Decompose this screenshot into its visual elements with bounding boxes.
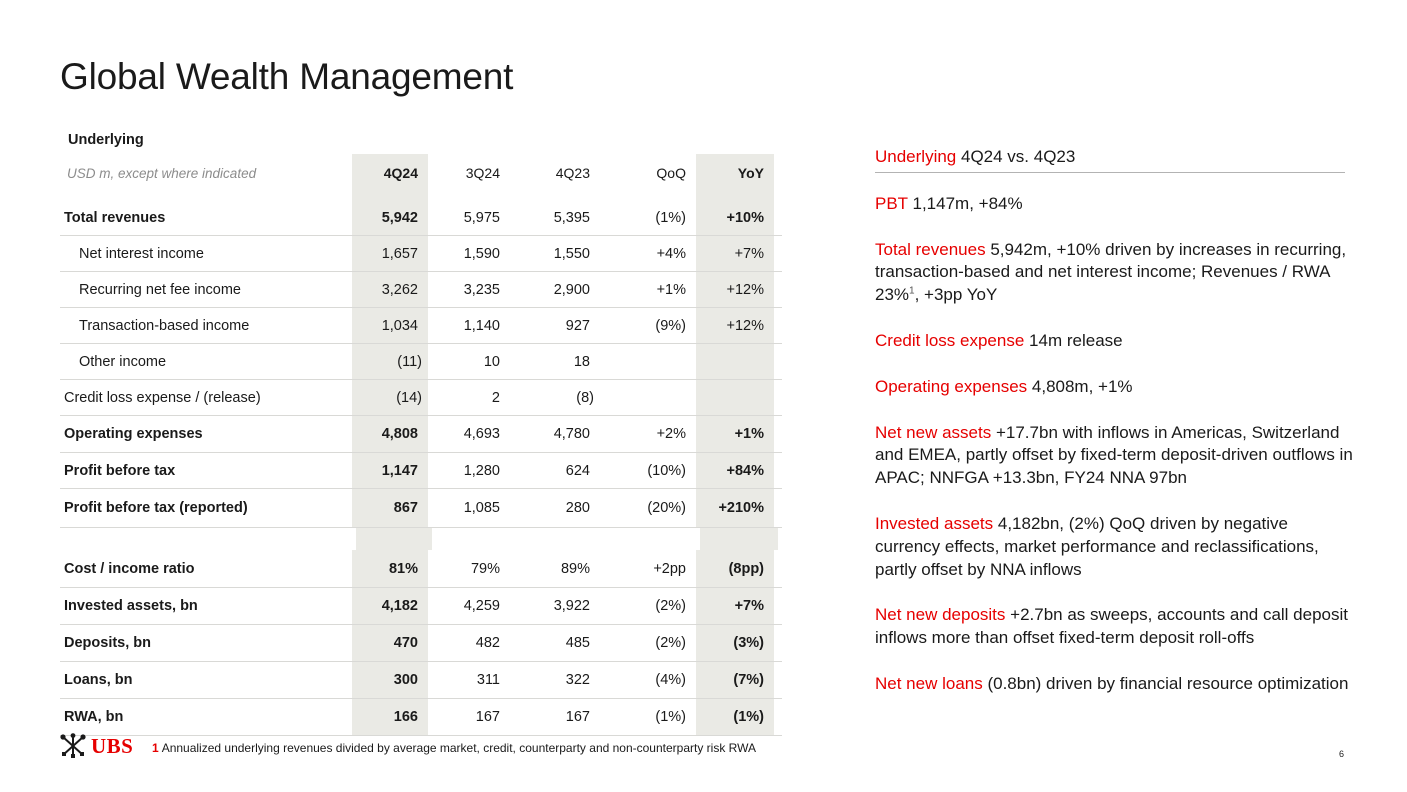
cell-qoq: +2%: [656, 426, 686, 442]
cell-4q24: 3,262: [352, 272, 428, 307]
table-row-total-revenues: [60, 200, 782, 236]
header-gap: [60, 192, 782, 200]
cell-qoq: (2%): [655, 635, 686, 651]
cell-yoy: (7%): [696, 662, 774, 698]
row-label: Loans, bn: [64, 672, 133, 688]
cell-3q24: 3,235: [463, 281, 500, 298]
highlight-text: 4,808m, +1%: [1031, 376, 1133, 396]
highlight-total-revenues: [875, 239, 1353, 307]
highlight-credit-loss: [875, 330, 1353, 353]
col-header-4q24: 4Q24: [352, 154, 428, 192]
highlight-text: +2.7bn as sweeps, accounts and call deposit inflows more than offset fixed-term deposit roll-offs: [875, 605, 1348, 648]
cell-3q24: 79%: [470, 560, 500, 577]
highlight-operating-expenses: [875, 376, 1353, 399]
cell-4q23: 5,395: [553, 209, 590, 226]
cell-3q24: 482: [475, 635, 500, 651]
table-section-label: Underlying: [68, 132, 144, 148]
highlight-invested-assets: [875, 513, 1353, 581]
cell-4q23: 167: [565, 709, 590, 725]
cell-3q24: 5,975: [463, 209, 500, 226]
cell-4q24: (11): [352, 344, 428, 379]
highlight-label: PBT: [875, 193, 908, 213]
footnote-number: 1: [152, 741, 159, 755]
cell-4q24: 4,808: [352, 416, 428, 452]
table-row-other-income: [60, 344, 782, 380]
table-spacer: [60, 528, 782, 550]
highlight-net-new-assets: [875, 422, 1353, 490]
table-row-recurring-net-fee-income: [60, 272, 782, 308]
col-header-3q24: 3Q24: [465, 165, 500, 181]
cell-4q23: (8): [576, 389, 594, 406]
cell-4q23: 89%: [560, 560, 590, 577]
highlight-text: 4,182bn, (2%) QoQ driven by negative currency effects, market performance and reclassifications, partly offset by NNA inflows: [875, 513, 1319, 579]
cell-4q23: 2,900: [553, 281, 590, 298]
cell-4q24: 166: [352, 699, 428, 735]
cell-3q24: 1,140: [463, 317, 500, 334]
cell-yoy: (1%): [696, 699, 774, 735]
cell-qoq: (20%): [647, 500, 686, 516]
page-title: Global Wealth Management: [60, 56, 514, 97]
cell-4q23: 485: [565, 635, 590, 651]
highlight-label: Net new loans: [875, 673, 983, 693]
row-label: Cost / income ratio: [64, 560, 195, 577]
cell-yoy: (3%): [696, 625, 774, 661]
table-row-profit-before-tax: [60, 453, 782, 489]
table-row-deposits: [60, 625, 782, 662]
cell-4q24: 1,147: [352, 453, 428, 488]
unit-label: USD m, except where indicated: [67, 165, 257, 181]
cell-qoq: (4%): [655, 672, 686, 688]
cell-3q24: 167: [475, 709, 500, 725]
highlight-text: 1,147m, +84%: [912, 193, 1023, 213]
cell-4q23: 18: [573, 353, 590, 370]
col-header-4q23: 4Q23: [555, 165, 590, 181]
highlight-text: (0.8bn) driven by financial resource optimization: [987, 673, 1349, 693]
table-row-cost-income-ratio: [60, 550, 782, 588]
cell-yoy: +12%: [696, 308, 774, 343]
table-row-loans: [60, 662, 782, 699]
cell-yoy: +10%: [696, 200, 774, 235]
highlight-label: Net new deposits: [875, 605, 1006, 625]
cell-4q23: 927: [565, 317, 590, 334]
cell-qoq: (10%): [647, 462, 686, 479]
highlight-label: Total revenues: [875, 239, 986, 259]
table-row-operating-expenses: [60, 416, 782, 453]
cell-yoy: +12%: [696, 272, 774, 307]
row-label: Invested assets, bn: [64, 598, 198, 614]
footnote-ref: 1: [909, 285, 915, 297]
highlight-label: Credit loss expense: [875, 330, 1025, 350]
cell-3q24: 1,590: [463, 245, 500, 262]
cell-qoq: +2pp: [653, 560, 686, 577]
cell-4q24: 867: [352, 489, 428, 527]
cell-3q24: 1,280: [463, 462, 500, 479]
footnote-text: Annualized underlying revenues divided by average market, credit, counterparty and non-counterparty risk RWA: [161, 741, 757, 755]
highlight-net-new-loans: [875, 673, 1353, 696]
cell-3q24: 311: [476, 672, 500, 688]
table-row-net-interest-income: [60, 236, 782, 272]
col-header-qoq: QoQ: [656, 165, 686, 181]
cell-3q24: 4,259: [463, 598, 500, 614]
cell-4q23: 1,550: [553, 245, 590, 262]
cell-3q24: 1,085: [463, 500, 500, 516]
table-row-profit-before-tax-reported: [60, 489, 782, 528]
cell-qoq: +4%: [656, 245, 686, 262]
cell-yoy: (8pp): [696, 550, 774, 587]
cell-4q24: 4,182: [352, 588, 428, 624]
cell-qoq: (9%): [655, 317, 686, 334]
cell-4q23: 3,922: [553, 598, 590, 614]
cell-3q24: 4,693: [463, 426, 500, 442]
cell-qoq: +1%: [656, 281, 686, 298]
cell-4q23: 280: [565, 500, 590, 516]
cell-qoq: [600, 380, 696, 415]
col-header-yoy: YoY: [696, 154, 774, 192]
ubs-logo: [59, 733, 133, 759]
row-label: Other income: [79, 353, 167, 370]
highlights-header: [875, 146, 1345, 173]
highlight-text: +17.7bn with inflows in Americas, Switzerland and EMEA, partly offset by fixed-term deposit-driven outflows in APAC; NNFGA +13.3bn, FY24 NNA 97bn: [875, 422, 1353, 488]
cell-4q23: 322: [565, 672, 590, 688]
cell-3q24: 2: [491, 389, 500, 406]
cell-qoq: (1%): [655, 709, 686, 725]
cell-4q24: 81%: [352, 550, 428, 587]
cell-yoy: +210%: [696, 489, 774, 527]
table-row-transaction-based-income: [60, 308, 782, 344]
highlight-pbt: [875, 193, 1353, 216]
cell-yoy: +7%: [696, 236, 774, 271]
table-row-credit-loss: [60, 380, 782, 416]
highlights-header-label: Underlying: [875, 147, 957, 166]
row-label: RWA, bn: [64, 709, 124, 725]
ubs-keys-icon: [59, 733, 87, 759]
highlights-panel: [875, 146, 1353, 719]
cell-qoq: (2%): [655, 598, 686, 614]
cell-4q24: 300: [352, 662, 428, 698]
highlight-text: 5,942m, +10% driven by increases in recurring, transaction-based and net interest income; Revenues / RWA 23%: [875, 239, 1347, 305]
row-label: Credit loss expense / (release): [64, 389, 261, 406]
cell-yoy: +84%: [696, 453, 774, 488]
highlights-header-text: 4Q24 vs. 4Q23: [961, 147, 1076, 166]
table-row-rwa: [60, 699, 782, 736]
cell-qoq: (1%): [655, 209, 686, 226]
cell-4q23: 624: [565, 462, 590, 479]
cell-yoy: +7%: [696, 588, 774, 624]
cell-4q24: (14): [352, 380, 428, 415]
cell-4q24: 1,657: [352, 236, 428, 271]
page-number: 6: [1339, 749, 1345, 759]
financial-table: [60, 126, 782, 736]
table-header-row: [60, 154, 782, 192]
row-label: Recurring net fee income: [79, 281, 241, 298]
highlight-text-after: , +3pp YoY: [914, 285, 998, 305]
cell-4q24: 470: [352, 625, 428, 661]
row-label: Operating expenses: [64, 426, 203, 442]
cell-qoq: [600, 344, 696, 379]
highlight-label: Operating expenses: [875, 376, 1028, 396]
row-label: Total revenues: [64, 209, 166, 226]
cell-yoy: +1%: [696, 416, 774, 452]
row-label: Profit before tax: [64, 462, 176, 479]
highlight-label: Invested assets: [875, 513, 994, 533]
cell-4q23: 4,780: [553, 426, 590, 442]
row-label: Profit before tax (reported): [64, 500, 248, 516]
cell-yoy: [696, 380, 774, 415]
row-label: Net interest income: [79, 245, 204, 262]
row-label: Transaction-based income: [79, 317, 250, 334]
cell-yoy: [696, 344, 774, 379]
highlight-label: Net new assets: [875, 422, 992, 442]
logo-wordmark: UBS: [91, 733, 134, 758]
highlight-net-new-deposits: [875, 604, 1353, 650]
cell-3q24: 10: [483, 353, 500, 370]
table-row-invested-assets: [60, 588, 782, 625]
highlight-text: 14m release: [1029, 330, 1123, 350]
cell-4q24: 5,942: [352, 200, 428, 235]
cell-4q24: 1,034: [352, 308, 428, 343]
row-label: Deposits, bn: [64, 635, 152, 651]
footnote: [152, 741, 756, 755]
